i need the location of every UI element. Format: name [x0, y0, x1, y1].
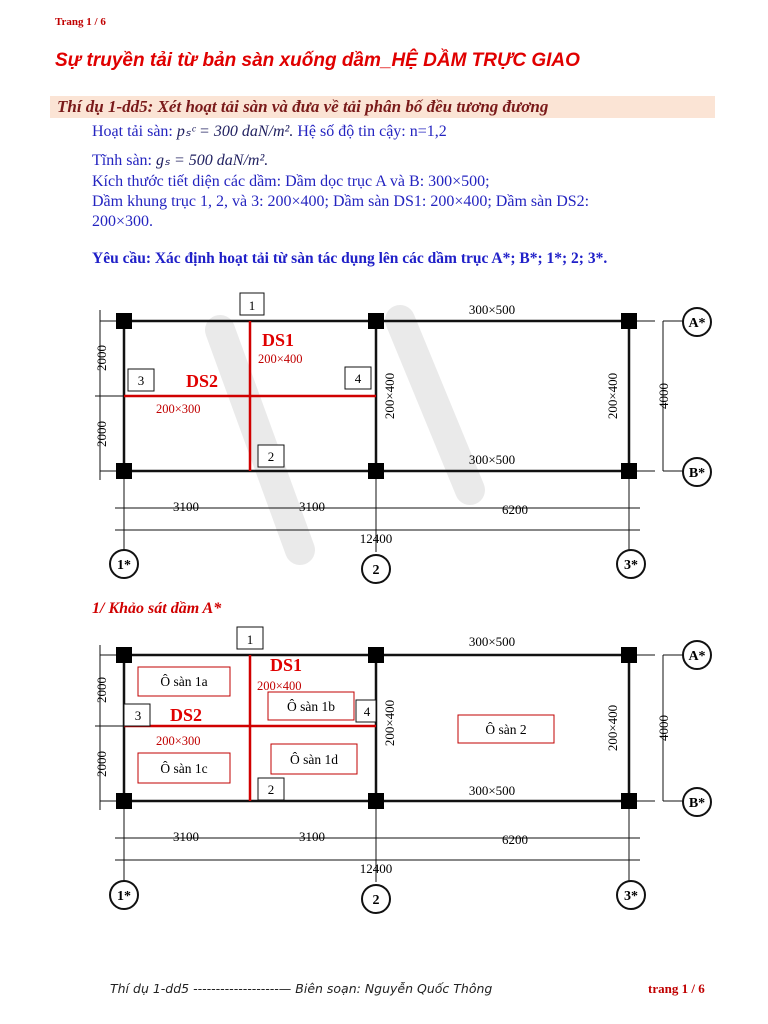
axis-1-label: 1*	[117, 558, 131, 573]
section-heading: 1/ Khảo sát dầm A*	[92, 600, 222, 617]
ds2-label: DS2	[170, 705, 203, 725]
dim-12400: 12400	[359, 861, 393, 876]
tag-2: 2	[267, 449, 275, 464]
live-load-formula: pₛᶜ = 300 daN/m².	[176, 123, 294, 140]
beam-b-size: 300×500	[468, 452, 516, 467]
ds2-label: DS2	[186, 371, 219, 391]
axis-a-label: A*	[688, 316, 706, 331]
beam-sizes-line-1: Kích thước tiết diện các dầm: Dầm dọc trục A và B: 300×500;	[92, 173, 490, 190]
axis-1-label: 1*	[117, 889, 131, 904]
axis-b-label: B*	[688, 796, 706, 811]
footer-page-number: trang 1 / 6	[648, 981, 705, 996]
tag-4: 4	[354, 371, 362, 386]
floor-plan-diagram-2	[0, 620, 768, 920]
slab-1c: Ô sàn 1c	[160, 761, 208, 776]
requirement-text: Yêu cầu: Xác định hoạt tải từ sàn tác dụng lên các dầm trục A*; B*; 1*; 2; 3*.	[92, 250, 608, 267]
floor-plan-diagram-1	[0, 290, 768, 590]
dim-6200: 6200	[502, 502, 528, 517]
axis-3-label: 3*	[624, 889, 638, 904]
example-title: Thí dụ 1-dd5: Xét hoạt tải sàn và đưa về tải phân bố đều tương đương	[57, 97, 549, 116]
ds2-size: 200×300	[156, 402, 201, 416]
axis-3-label: 3*	[624, 558, 638, 573]
tag-3: 3	[137, 373, 145, 388]
beam-a-size: 300×500	[468, 302, 516, 317]
tag-4: 4	[363, 704, 371, 719]
dim-3100-left: 3100	[173, 829, 199, 844]
dead-load-formula: gₛ = 500 daN/m².	[156, 152, 269, 169]
ds1-size: 200×400	[258, 352, 303, 366]
dim-4000: 4000	[656, 383, 671, 409]
tag-1: 1	[248, 298, 256, 313]
dim-12400: 12400	[359, 531, 393, 546]
slab-1a: Ô sàn 1a	[160, 674, 208, 689]
dim-2000-bottom: 2000	[94, 421, 109, 447]
dead-load-label: Tĩnh sàn:	[92, 152, 156, 169]
axis-a-label: A*	[688, 649, 706, 664]
slab-1b: Ô sàn 1b	[287, 699, 335, 714]
page-indicator: Trang 1 / 6	[55, 16, 106, 28]
beam-3-size: 200×400	[605, 704, 620, 752]
tag-2: 2	[267, 782, 275, 797]
axis-2-label: 2	[372, 893, 380, 908]
dim-2000-top: 2000	[94, 345, 109, 371]
live-load-label: Hoạt tải sàn:	[92, 123, 177, 140]
page-title: Sự truyền tải từ bản sàn xuống dầm_HỆ DẦM TRỰC GIAO	[55, 50, 580, 71]
tag-1: 1	[246, 632, 254, 647]
beam-sizes-line-2: Dầm khung trục 1, 2, và 3: 200×400; Dầm sàn DS1: 200×400; Dầm sàn DS2:	[92, 193, 590, 210]
beam-2-size: 200×400	[382, 372, 397, 420]
ds1-label: DS1	[262, 330, 295, 350]
dim-2000-top: 2000	[94, 677, 109, 703]
dim-6200: 6200	[502, 832, 528, 847]
dim-3100-right: 3100	[299, 829, 325, 844]
axis-2-label: 2	[372, 563, 380, 578]
slab-2: Ô sàn 2	[485, 722, 527, 737]
beam-a-size: 300×500	[468, 634, 516, 649]
ds1-size: 200×400	[257, 679, 302, 693]
slab-1d: Ô sàn 1d	[290, 752, 338, 767]
ds2-size: 200×300	[156, 734, 201, 748]
dead-load-line	[92, 150, 268, 170]
axis-b-label: B*	[688, 466, 706, 481]
footer-author: Thí dụ 1-dd5 -------------------— Biên soạn: Nguyễn Quốc Thông	[110, 981, 493, 996]
dim-4000: 4000	[656, 715, 671, 741]
dim-3100-right: 3100	[299, 499, 325, 514]
ds1-label: DS1	[270, 655, 303, 675]
beam-2-size: 200×400	[382, 699, 397, 747]
dim-3100-left: 3100	[173, 499, 199, 514]
tag-3: 3	[134, 708, 142, 723]
reliability-factor: Hệ số độ tin cậy: n=1,2	[293, 123, 447, 140]
dim-2000-bottom: 2000	[94, 751, 109, 777]
beam-sizes-line-3: 200×300.	[92, 213, 154, 230]
beam-b-size: 300×500	[468, 783, 516, 798]
beam-3-size: 200×400	[605, 372, 620, 420]
live-load-line	[92, 121, 447, 141]
